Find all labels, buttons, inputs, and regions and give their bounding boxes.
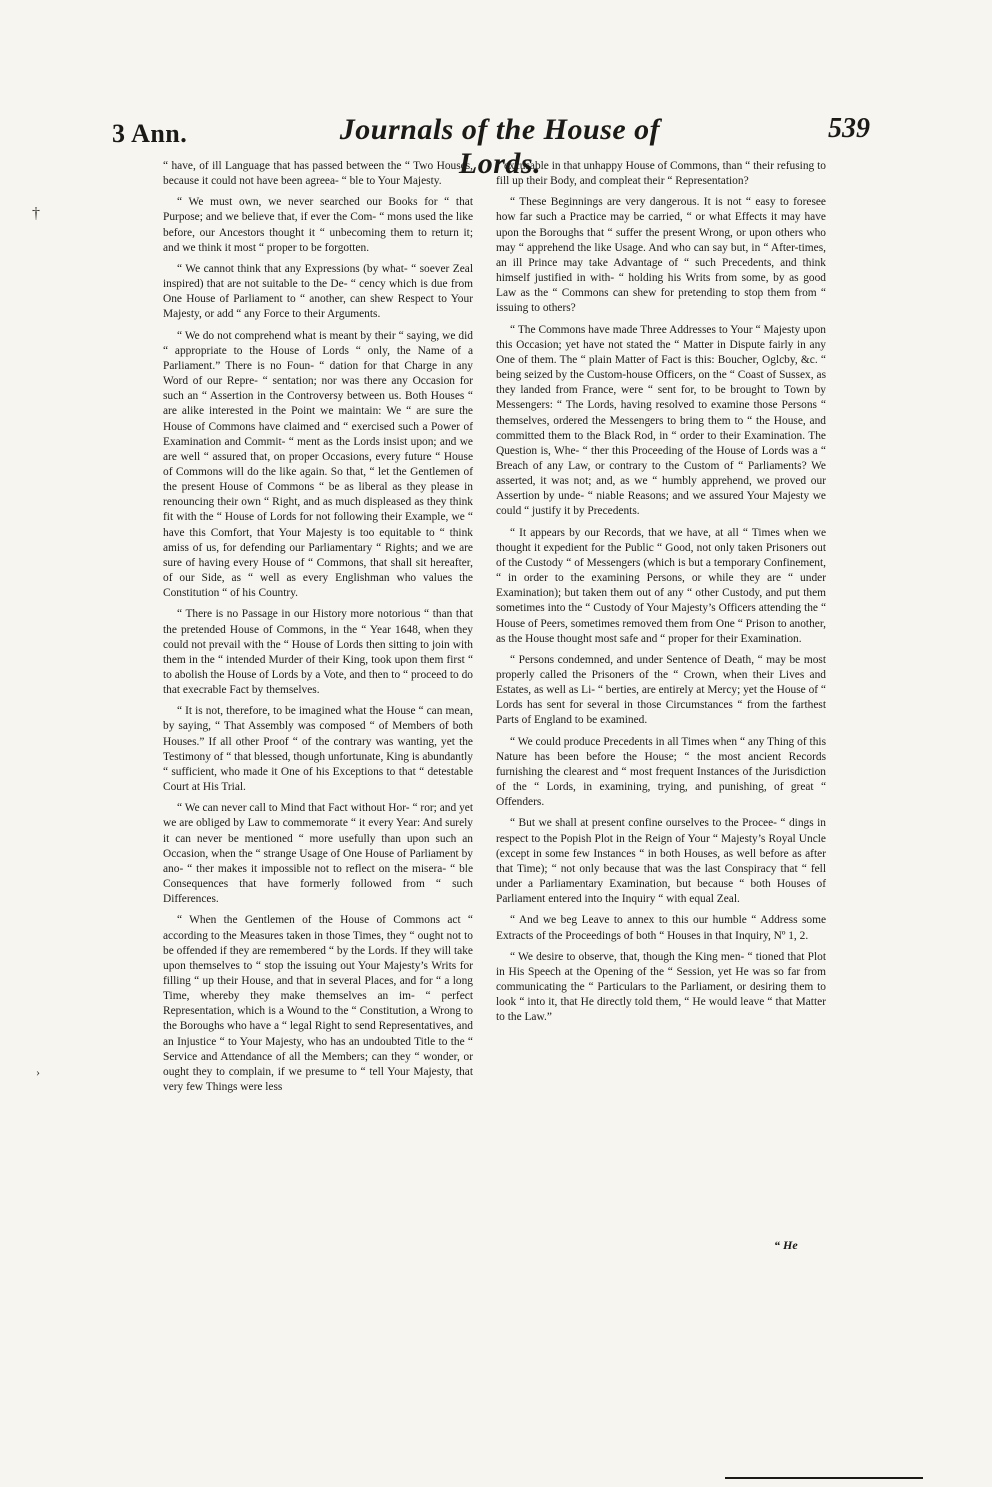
paragraph: “ The Commons have made Three Addresses to Your “ Majesty upon this Occasion; yet have not stated the “ Matter in Dispute fairly in any One of them. The “ plain Matter of Fact is this: Boucher, Oglcby, &c. “ being seized by the Custom-house Officers, on the “ Coast of Sussex, as they landed from France, were “ sent for, to be brought to Town by Messengers: “ The Lords, having resolved to examine those Persons “ themselves, ordered the Messengers to bring them to “ the House, and committed them to the Black Rod, in “ order to their Examination. The Question is, Whe- “ ther this Proceeding of the House of Lords was a “ Breach of any Law, or contrary to the Custom of “ Parliaments? We asserted, it was not; and, as we “ humbly apprehend, we proved our Assertion by unde- “ niable Reasons; and we assured Your Majesty we could “ justify it by Precedents. <box>496 323 826 518</box>
paragraph: “ We do not comprehend what is meant by their “ saying, we did “ appropriate to the House of Lords “ only, the Name of a Parliament.” There is no Foun- “ dation for that Charge in any Word of our Repre- “ sentation; nor was there any Occasion for such an “ Assertion in the Controversy between us. Both Houses “ are alike interested in the Point we maintain: We “ are sure the House of Commons have claimed and “ exercised such a Power of Examination and Commit- “ ment as the Lords insist upon; and we are well “ assured that, on proper Occasions, every future “ House of Commons will do the like again. So that, “ let the Gentlemen of the present House of Commons “ be as liberal as they please in renouncing their own “ Right, and as much displeased as they think fit with the “ House of Lords for not following their Example, we “ have this Comfort, that Your Majesty is too equitable to “ think amiss of us, for defending our Parliamentary “ Rights; and we are sure of having every House of “ Commons, that shall sit hereafter, of our Side, as “ well as every Englishman who values the Constitution “ of his Country. <box>163 329 473 600</box>
catchword: “ He <box>774 1238 798 1252</box>
paragraph: “ We desire to observe, that, though the King men- “ tioned that Plot in His Speech at the Opening of the “ Session, yet He was so far from communicating the “ Particulars to the Parliament, or desiring them to look “ into it, that He directly told them, “ He would leave “ that Matter to the Law.” <box>496 950 826 1024</box>
paragraph: “ And we beg Leave to annex to this our humble “ Address some Extracts of the Proceedings of both “ Houses in that Inquiry, Nº 1, 2. <box>496 914 826 942</box>
paragraph: “ We could produce Precedents in all Times when “ any Thing of this Nature has been before the House; “ the most ancient Records furnishing the clearest and “ most frequent Instances of the Jurisdiction of the “ Lords, in examining, trying, and punishing, of great “ Offenders. <box>496 735 826 809</box>
paragraph: “ There is no Passage in our History more notorious “ than that the pretended House of Commons, in the “ Year 1648, when they could not prevail with the “ House of Lords then sitting to join with them in the “ intended Murder of their King, took upon them first “ to abolish the House of Lords by a Vote, and then to “ proceed to do that execrable Fact by themselves. <box>163 608 473 697</box>
paragraph: “ We must own, we never searched our Books for “ that Purpose; and we believe that, if ever the Com- “ mons used the like before, our Ancestors thought it “ unbecoming them to return it; and we think it most “ proper to be forgotten. <box>163 196 473 254</box>
paragraph: “ When the Gentlemen of the House of Commons act “ according to the Measures taken in those Times, they “ ought not to be offended if they are remembered “ by the Lords. If they will take upon themselves to “ stop the issuing out Your Majesty’s Writs for filling “ up their House, and that in several Places, and for “ a long Time, whereby they make themselves an im- “ perfect Representation, which is a Wound to the “ Constitution, a Wrong to the Boroughs who have a “ legal Right to send Representatives, and an Injustice “ to Your Majesty, who has an undoubted Title to the “ Service and Attendance of all the Members; can they “ wonder, or ought they to complain, if we presume to “ tell Your Majesty, that very few Things were less <box>163 914 473 1094</box>
margin-mark: › <box>36 1065 40 1079</box>
bottom-rule <box>725 1477 923 1479</box>
margin-mark: † <box>32 205 40 222</box>
paragraph: “ It appears by our Records, that we have, at all “ Times when we thought it expedient for the Public “ Good, not only taken Prisoners out of the Custody “ of Messengers (which is but a temporary Confinement, “ in order to the examining Persons, or while they are “ under Examination); but taken them out of any “ other Custody, and put them sometimes into the “ Custody of Your Majesty’s Officers attending the “ House of Peers, sometimes removed them from One “ Prison to another, as the House thought most safe and “ proper for their Examination. <box>496 526 826 645</box>
paragraph: “ These Beginnings are very dangerous. It is not “ easy to foresee how far such a Practice may be carried, “ or what Effects it may have upon the Boroughs that “ suffer the present Wrong, or upon others who may “ apprehend the like Usage. And who can say but, in “ After-times, an ill Prince may take Advantage of “ such Precedents, and think himself justified in with- “ holding his Writs from some, by as good Law as the “ Commons can shew for pretending to stop them from “ issuing to others? <box>496 196 826 315</box>
paragraph: “ We can never call to Mind that Fact without Hor- “ ror; and yet we are obliged by Law to commemorate “ it every Year: And surely it can never be mentioned “ more usefully than upon such an Occasion, when the “ strange Usage of One House of Parliament by ano- “ ther makes it impossible not to reflect on the misera- “ ble Consequences that have formerly followed from “ such Differences. <box>163 802 473 906</box>
running-head-regnal-year: 3 Ann. <box>112 119 188 148</box>
paragraph: “ Persons condemned, and under Sentence of Death, “ may be most properly called the Prisoners of the “ Crown, when their Lives and Estates, as well as Li- “ berties, are entirely at Mercy; yet the House of “ Lords has sent for several in those Circumstances “ from the farthest Parts of England to be examined. <box>496 653 826 727</box>
paragraph: “ It is not, therefore, to be imagined what the House “ can mean, by saying, “ That Assembly was composed “ of Members of both Houses.” If all other Proof “ of the contrary was wanting, yet the Testimony of “ that blessed, though unfortunate, King is abundantly “ sufficient, who made it One of his Exceptions to that “ detestable Court at His Trial. <box>163 705 473 794</box>
running-head-title: Journals of the House of Lords. <box>339 113 661 180</box>
right-column <box>496 159 826 1031</box>
paragraph: “ excusable in that unhappy House of Commons, than “ their refusing to fill up their Body, and compleat their “ Representation? <box>496 160 826 188</box>
paragraph: “ have, of ill Language that has passed between the “ Two Houses, because it could not have been agreea- “ ble to Your Majesty. <box>163 160 473 188</box>
paragraph: “ But we shall at present confine ourselves to the Procee- “ dings in respect to the Popish Plot in the Reign of Your “ Majesty’s Royal Uncle (except in some few Instances “ in both Houses, as well before as after that Time); “ not only because that was the last Conspiracy that “ fell under a Parliamentary Examination, but because “ both Houses of Parliament entered into the Inquiry “ with equal Zeal. <box>496 817 826 906</box>
page-number: 539 <box>828 113 870 144</box>
paragraph: “ We cannot think that any Expressions (by what- “ soever Zeal inspired) that are not suitable to the De- “ cency which is due from One House of Parliament to “ another, can shew Respect to Your Majesty, or add “ any Force to their Arguments. <box>163 262 473 321</box>
left-column <box>163 159 473 1101</box>
